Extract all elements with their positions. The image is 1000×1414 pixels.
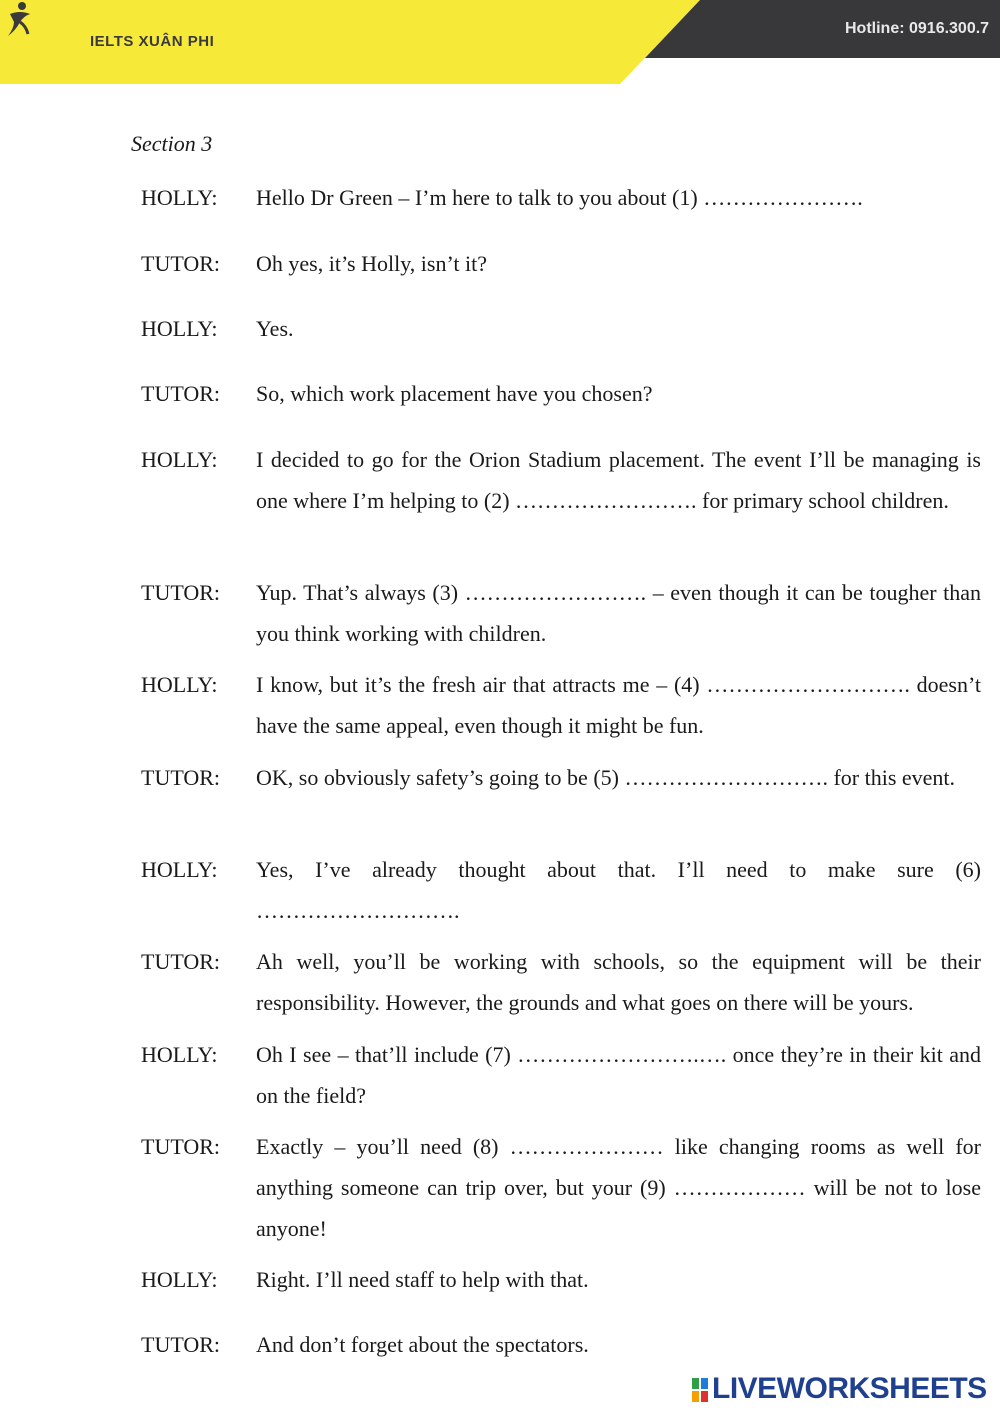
logo-icon [0,0,40,40]
speech-text: Ah well, you’ll be working with schools, so the equipment will be their responsibility. However, the grounds and what goes on there will be yours. [256,949,981,1015]
speaker-label: HOLLY: [141,857,218,882]
speech-text: Exactly – you’ll need (8) ………………… like changing rooms as well for anything someone can trip over, but your (9) ……………… will be not to lose anyone! [256,1134,981,1241]
speech-text: Yes, I’ve already thought about that. I’ll need to make sure (6) ………………………. [256,857,981,923]
speech-text: OK, so obviously safety’s going to be (5) ………………………. for this event. [256,765,956,790]
speech-text: Oh I see – that’ll include (7) …………………….…. once they’re in their kit and on the field? [256,1042,981,1108]
speaker-label: TUTOR: [141,580,221,605]
speaker-label: HOLLY: [141,447,218,472]
speech-text: I know, but it’s the fresh air that attracts me – (4) ………………………. doesn’t have the same appeal, even though it might be fun. [256,672,981,738]
speech-text: Right. I’ll need staff to help with that. [256,1267,589,1292]
liveworksheets-text: LIVEWORKSHEETS [712,1372,987,1405]
speaker-label: HOLLY: [141,316,218,341]
speech-text: I decided to go for the Orion Stadium placement. The event I’ll be managing is one where I’m helping to (2) ……………………. for primary school children. [256,447,981,513]
speaker-label: TUTOR: [141,765,221,790]
section-title: Section 3 [131,131,213,156]
speaker-label: TUTOR: [141,1134,221,1159]
speaker-label: TUTOR: [141,381,221,406]
speaker-label: HOLLY: [141,672,218,697]
speaker-label: HOLLY: [141,185,218,210]
speaker-label: HOLLY: [141,1267,218,1292]
liveworksheets-watermark [690,1370,990,1410]
liveworksheets-logo-icon [690,1376,712,1404]
page-header [0,0,1000,84]
logo-text: IELTS XUÂN PHI [90,33,215,50]
speaker-label: TUTOR: [141,949,221,974]
speech-text: Hello Dr Green – I’m here to talk to you about (1) …………………. [256,185,863,210]
speaker-label: TUTOR: [141,1332,221,1357]
hotline-text: Hotline: 0916.300.7 [845,20,990,37]
speech-text: Oh yes, it’s Holly, isn’t it? [256,251,487,276]
speech-text: Yes. [256,316,294,341]
speech-text: So, which work placement have you chosen? [256,381,653,406]
speech-text: And don’t forget about the spectators. [256,1332,589,1357]
speech-text: Yup. That’s always (3) ……………………. – even though it can be tougher than you think working with children. [256,580,981,646]
speaker-label: TUTOR: [141,251,221,276]
speaker-label: HOLLY: [141,1042,218,1067]
